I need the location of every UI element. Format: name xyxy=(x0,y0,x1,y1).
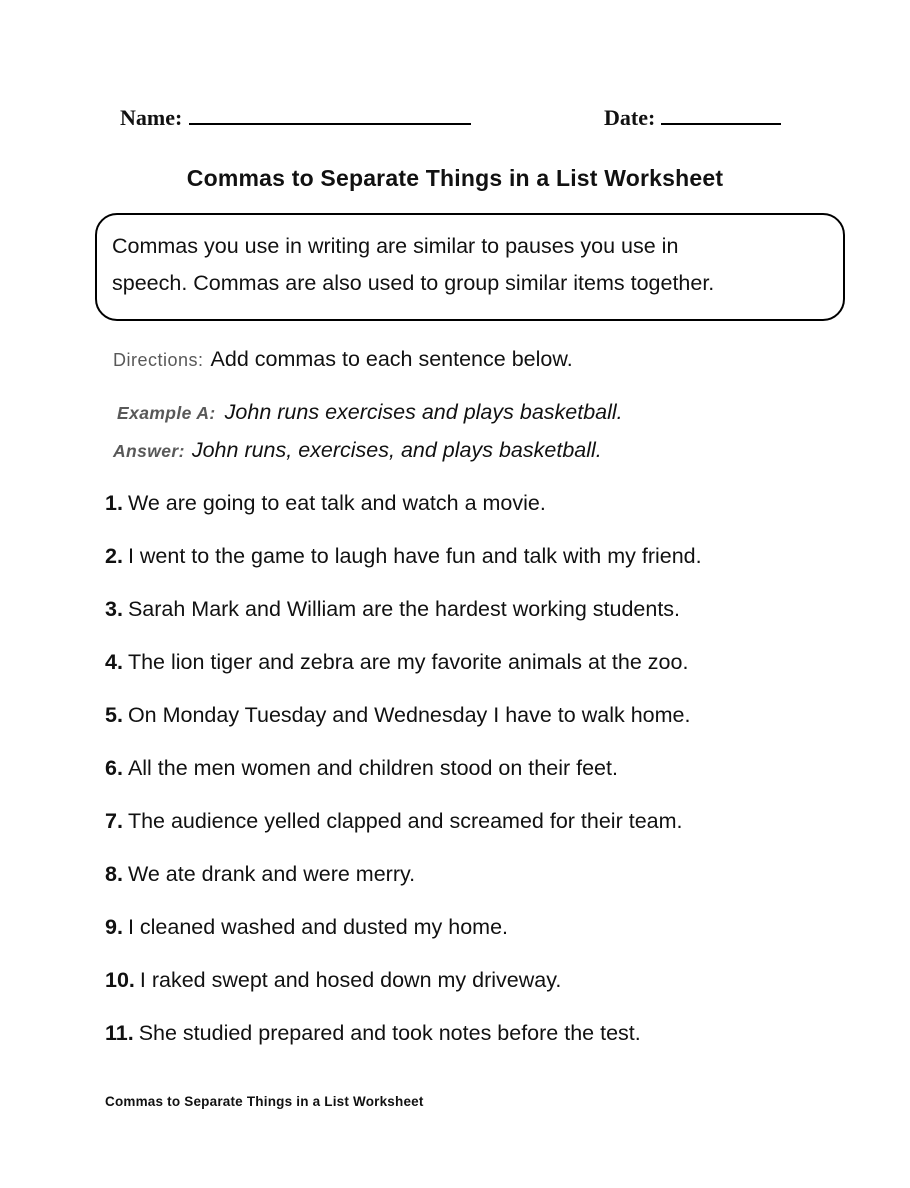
item-number: 3. xyxy=(105,597,123,621)
item-sentence: The lion tiger and zebra are my favorite animals at the zoo. xyxy=(127,650,689,674)
page-title: Commas to Separate Things in a List Worksheet xyxy=(186,165,724,191)
item-sentence: On Monday Tuesday and Wednesday I have to walk home. xyxy=(127,703,691,727)
list-item xyxy=(105,967,865,993)
answer-sentence: John runs, exercises, and plays basketball. xyxy=(191,438,602,462)
item-number: 5. xyxy=(105,703,123,727)
item-sentence: We are going to eat talk and watch a movie. xyxy=(127,491,546,515)
item-sentence: All the men women and children stood on their feet. xyxy=(127,756,618,780)
item-sentence: I raked swept and hosed down my driveway. xyxy=(139,968,562,992)
item-number: 2. xyxy=(105,544,123,568)
item-sentence: I cleaned washed and dusted my home. xyxy=(127,915,509,939)
list-item xyxy=(105,861,865,887)
answer-row xyxy=(113,438,602,463)
intro-line: speech. Commas are also used to group similar items together. xyxy=(112,271,715,295)
item-number: 11. xyxy=(105,1021,134,1045)
item-sentence: The audience yelled clapped and screamed for their team. xyxy=(127,809,683,833)
date-blank-line[interactable] xyxy=(661,103,781,125)
item-number: 8. xyxy=(105,862,123,886)
directions-text: Add commas to each sentence below. xyxy=(210,347,573,371)
list-item xyxy=(105,490,865,516)
item-number: 6. xyxy=(105,756,123,780)
directions-label: Directions: xyxy=(113,350,204,370)
example-row xyxy=(117,400,623,425)
intro-line: Commas you use in writing are similar to pauses you use in xyxy=(112,234,679,258)
list-item xyxy=(105,755,865,781)
directions-row xyxy=(113,347,573,372)
sentence-list xyxy=(105,490,865,1073)
item-sentence: I went to the game to laugh have fun and talk with my friend. xyxy=(127,544,702,568)
item-number: 4. xyxy=(105,650,123,674)
intro-box xyxy=(95,213,845,321)
date-field xyxy=(604,103,781,131)
name-blank-line[interactable] xyxy=(189,103,471,125)
example-sentence: John runs exercises and plays basketball. xyxy=(224,400,623,424)
list-item xyxy=(105,596,865,622)
name-field xyxy=(120,103,471,131)
list-item xyxy=(105,543,865,569)
name-label: Name: xyxy=(120,105,183,130)
list-item xyxy=(105,1020,865,1046)
example-label: Example A: xyxy=(117,403,216,423)
list-item xyxy=(105,649,865,675)
item-number: 9. xyxy=(105,915,123,939)
list-item xyxy=(105,808,865,834)
item-number: 1. xyxy=(105,491,123,515)
answer-label: Answer: xyxy=(113,441,185,461)
item-sentence: Sarah Mark and William are the hardest working students. xyxy=(127,597,681,621)
item-sentence: She studied prepared and took notes before the test. xyxy=(138,1021,641,1045)
list-item xyxy=(105,914,865,940)
item-sentence: We ate drank and were merry. xyxy=(127,862,416,886)
list-item xyxy=(105,702,865,728)
item-number: 10. xyxy=(105,968,135,992)
item-number: 7. xyxy=(105,809,123,833)
footer-title: Commas to Separate Things in a List Worksheet xyxy=(105,1094,424,1109)
date-label: Date: xyxy=(604,105,656,130)
